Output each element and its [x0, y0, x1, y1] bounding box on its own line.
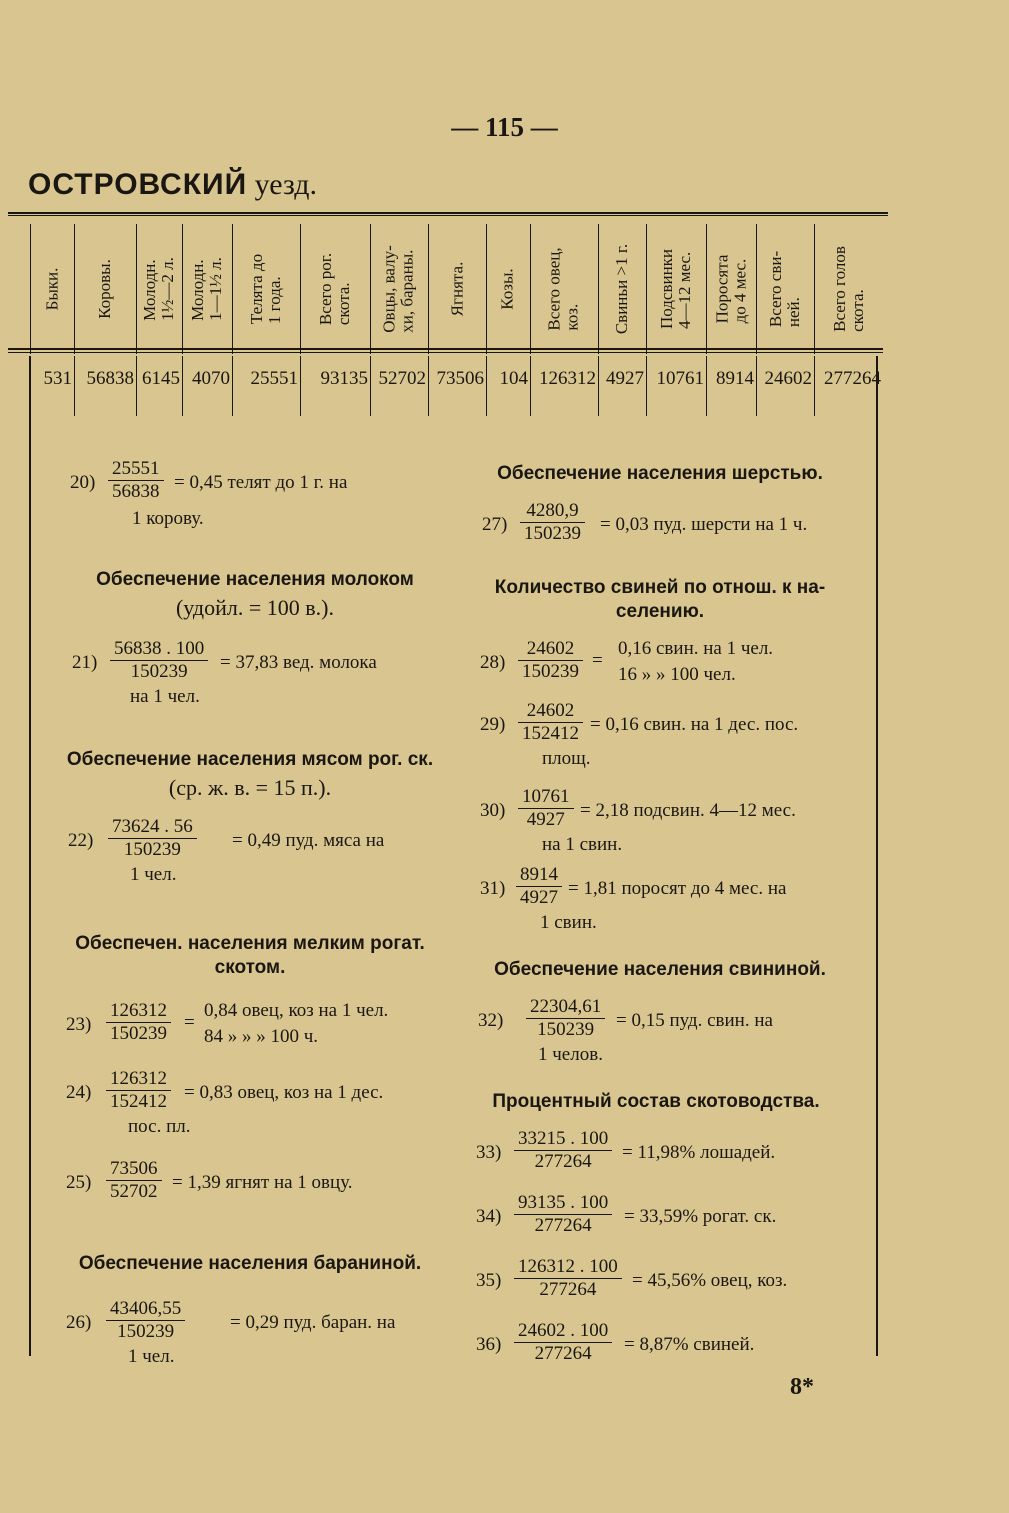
- table-header-cell: Телята до 1 года.: [247, 253, 285, 325]
- formula-22: 22) $\frac{73624 . 56}{150239}$ = 0,49 пуд. мяса на 1 чел.: [68, 816, 385, 885]
- formula-30: 30) $\frac{10761}{4927}$ = 2,18 подсвин. 4—12 мес. на 1 свин.: [480, 786, 796, 855]
- section-small-livestock: Обеспечен. населения мелким рогат. скотом.: [75, 933, 425, 978]
- table-value-cell: 93135: [320, 368, 368, 389]
- table-value-cell: 4070: [192, 368, 230, 389]
- table-value-cell: 52702: [378, 368, 426, 389]
- table-header-cell: Молодн. 1—1½ л.: [188, 257, 226, 321]
- table-header-cell: Поросята до 4 мес.: [712, 254, 749, 324]
- frame-left-rule: [29, 356, 31, 1356]
- section-percent: Процентный состав скотоводства.: [492, 1091, 820, 1112]
- formula-21: 21) $\frac{56838 . 100}{150239}$ = 37,83 вед. молока на 1 чел.: [72, 638, 377, 707]
- section-wool: Обеспечение населения шерстью.: [497, 463, 823, 484]
- table-header-cell: Всего овец, коз.: [545, 247, 583, 331]
- table-header-cell: Всего рог. скота.: [316, 252, 353, 326]
- table-value-cell: 531: [43, 368, 72, 389]
- formula-31: 31) $\frac{8914}{4927}$ = 1,81 поросят до 4 мес. на 1 свин.: [480, 864, 787, 933]
- section-mutton: Обеспечение населения бараниной.: [78, 1253, 422, 1274]
- formula-27: 27) $\frac{4280,9}{150239}$ = 0,03 пуд. шерсти на 1 ч.: [482, 500, 808, 544]
- formula-33: 33) $\frac{33215 . 100}{277264}$ = 11,98% лошадей.: [476, 1128, 776, 1172]
- table-header-cell: Коровы.: [94, 259, 114, 319]
- livestock-table: [8, 210, 888, 420]
- section-milk: Обеспечение населения молоком (удойл. = 100 в.).: [96, 569, 414, 620]
- formula-24: 24) $\frac{126312}{152412}$ = 0,83 овец, коз на 1 дес. пос. пл.: [66, 1068, 384, 1137]
- formula-28: 28) $\frac{24602}{150239}$ = 0,16 свин. на 1 чел. 16 » » 100 чел.: [480, 638, 774, 685]
- table-header-cell: Свиньи >1 г.: [612, 243, 631, 335]
- formula-34: 34) $\frac{93135 . 100}{277264}$ = 33,59% рогат. ск.: [476, 1192, 777, 1236]
- table-value-cell: 25551: [250, 368, 298, 389]
- formula-36: 36) $\frac{24602 . 100}{277264}$ = 8,87% свиней.: [476, 1320, 755, 1364]
- table-value-cell: 126312: [539, 368, 596, 389]
- table-value-cell: 56838: [86, 368, 134, 389]
- table-header-cell: Быки.: [41, 267, 61, 311]
- section-pigs: Количество свиней по отнош. к на- селению.: [494, 577, 826, 622]
- table-header-cell: Всего сви- ней.: [766, 250, 803, 328]
- table-value-cell: 24602: [764, 368, 812, 389]
- table-value-cell: 6145: [142, 368, 180, 389]
- formula-35: 35) $\frac{126312 . 100}{277264}$ = 45,56% овец, коз.: [476, 1256, 788, 1300]
- table-value-cell: 104: [499, 368, 528, 389]
- table-header-cell: Молодн. 1½—2 л.: [140, 257, 178, 321]
- table-header-cell: Овцы, валу- хи, бараны.: [380, 245, 417, 333]
- table-header-cell: Ягнята.: [446, 261, 466, 317]
- table-header-cell: Козы.: [497, 268, 517, 310]
- formula-25: 25) $\frac{73506}{52702}$ = 1,39 ягнят на 1 овцу.: [66, 1158, 353, 1202]
- table-value-cell: 8914: [716, 368, 754, 389]
- signature-mark: 8*: [790, 1374, 814, 1400]
- formula-23: 23) $\frac{126312}{150239}$ = 0,84 овец, коз на 1 чел. 84 » » » 100 ч.: [66, 1000, 389, 1047]
- formula-32: 32) $\frac{22304,61}{150239}$ = 0,15 пуд. свин. на 1 челов.: [478, 996, 773, 1065]
- section-meat: Обеспечение населения мясом рог. ск. (ср. ж. в. = 15 п.).: [66, 749, 434, 800]
- table-header-cell: Подсвинки 4—12 мес.: [657, 248, 694, 330]
- formula-26: 26) $\frac{43406,55}{150239}$ = 0,29 пуд. баран. на 1 чел.: [66, 1298, 396, 1367]
- formula-20: 20) $\frac{25551}{56838}$ = 0,45 телят до 1 г. на 1 корову.: [70, 458, 348, 529]
- page-number: — 115 —: [451, 112, 558, 142]
- table-value-cell: 10761: [656, 368, 704, 389]
- table-value-cell: 277264: [824, 368, 881, 389]
- page-heading: ОСТРОВСКИЙ уезд.: [28, 168, 318, 201]
- table-value-cell: 4927: [606, 368, 644, 389]
- section-pork: Обеспечение населения свининой.: [494, 959, 826, 980]
- frame-right-rule: [876, 356, 878, 1356]
- table-header-cell: Всего голов скота.: [829, 246, 867, 332]
- formula-29: 29) $\frac{24602}{152412}$ = 0,16 свин. на 1 дес. пос. площ.: [480, 700, 799, 769]
- table-value-cell: 73506: [436, 368, 484, 389]
